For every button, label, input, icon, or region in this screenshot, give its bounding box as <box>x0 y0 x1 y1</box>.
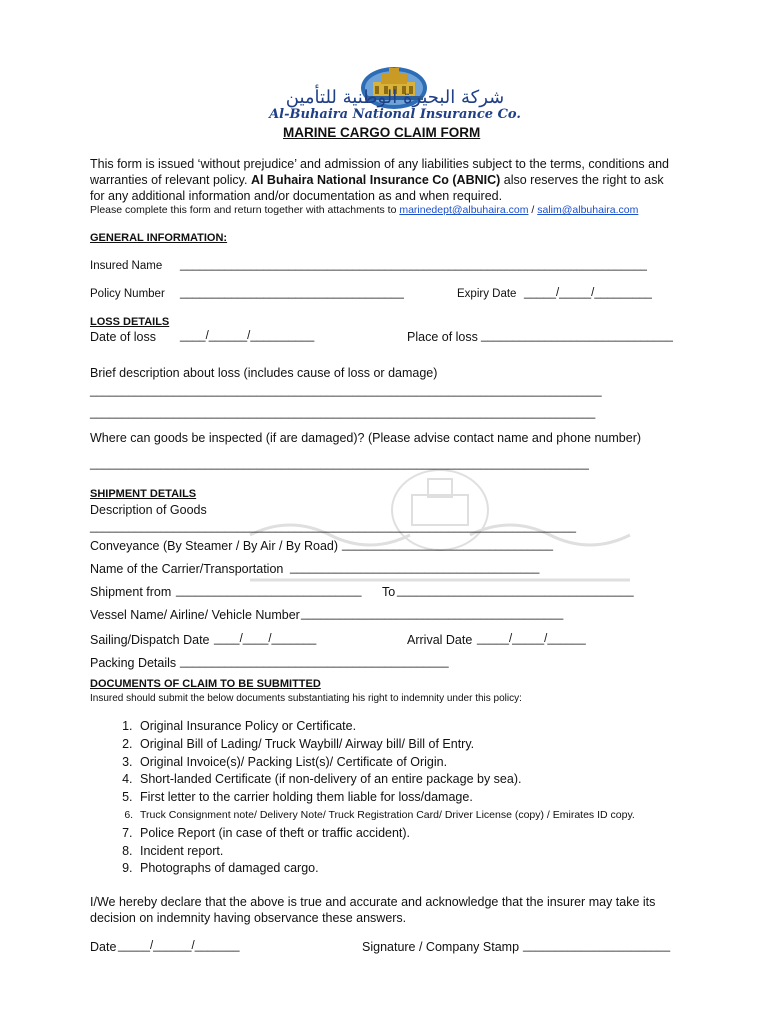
intro-line-1: This form is issued ‘without prejudice’ and admission of any liabilities subject to the terms, conditions and <box>90 157 669 171</box>
conveyance-field[interactable]: _________________________________ <box>342 539 554 551</box>
expiry-date-label: Expiry Date <box>457 288 517 300</box>
intro-line-2 <box>90 173 664 187</box>
signature-label: Signature / Company Stamp <box>362 940 520 954</box>
policy-number-label: Policy Number <box>90 288 165 300</box>
insured-name-field[interactable]: _________________________________________________________________________ <box>180 259 647 271</box>
general-information-heading: GENERAL INFORMATION: <box>90 232 228 244</box>
expiry-date-field[interactable]: _____/_____/_________ <box>524 287 652 299</box>
submission-instruction <box>90 204 638 216</box>
arrival-date-label: Arrival Date <box>407 633 473 647</box>
logo-arabic-text: شركة البحيرة الوطنية للتأمين <box>285 87 505 108</box>
carrier-name-field[interactable]: _______________________________________ <box>290 562 540 574</box>
list-item: 1. Original Insurance Policy or Certificate. <box>136 718 635 736</box>
list-item: 2. Original Bill of Lading/ Truck Waybill/ Airway bill/ Bill of Entry. <box>136 736 635 754</box>
shipment-from-label: Shipment from <box>90 585 172 599</box>
company-logo <box>235 62 555 124</box>
sailing-date-field[interactable]: ____/____/_______ <box>214 633 317 645</box>
insured-name-label: Insured Name <box>90 260 163 272</box>
date-of-loss-field[interactable]: ____/______/__________ <box>180 330 315 342</box>
date-of-loss-label: Date of loss <box>90 330 157 344</box>
place-of-loss-label: Place of loss <box>407 330 478 344</box>
logo-latin-text: Al-Buhaira National Insurance Co. <box>269 107 521 122</box>
brief-description-field-1[interactable]: ________________________________________________________________________________ <box>90 385 602 397</box>
declaration-date-field[interactable]: _____/______/_______ <box>118 940 240 952</box>
inspection-location-label: Where can goods be inspected (if are damaged)? (Please advise contact name and phone number) <box>90 431 642 445</box>
declaration-line-1: I/We hereby declare that the above is true and accurate and acknowledge that the insurer may take its <box>90 895 656 909</box>
documents-subheading: Insured should submit the below documents substantiating his right to indemnity under this policy: <box>90 693 522 704</box>
documents-list <box>90 718 635 878</box>
vessel-name-label: Vessel Name/ Airline/ Vehicle Number <box>90 608 300 622</box>
shipment-details-heading: SHIPMENT DETAILS <box>90 488 197 500</box>
signature-field[interactable]: _______________________ <box>523 940 671 952</box>
list-item: 4. Short-landed Certificate (if non-delivery of an entire package by sea). <box>136 771 635 789</box>
company-name: Al Buhaira National Insurance Co (ABNIC) <box>250 173 501 187</box>
documents-heading: DOCUMENTS OF CLAIM TO BE SUBMITTED <box>90 678 321 690</box>
shipment-from-field[interactable]: _____________________________ <box>176 585 362 597</box>
declaration-line-2: decision on indemnity having observance these answers. <box>90 911 407 925</box>
brief-description-field-2[interactable]: _______________________________________________________________________________ <box>90 407 596 419</box>
intro-line-3: for any additional information and/or documentation as and when required. <box>90 189 503 203</box>
email-separator: / <box>528 204 538 216</box>
sailing-date-label: Sailing/Dispatch Date <box>90 633 210 647</box>
arrival-date-field[interactable]: _____/_____/______ <box>477 633 586 645</box>
brief-description-label: Brief description about loss (includes cause of loss or damage) <box>90 366 438 380</box>
instruction-text: Please complete this form and return together with attachments to <box>90 204 400 216</box>
list-item: 3. Original Invoice(s)/ Packing List(s)/ Certificate of Origin. <box>136 754 635 772</box>
shipment-to-label: To <box>382 585 396 599</box>
policy-number-field[interactable]: ___________________________________ <box>180 287 404 299</box>
description-of-goods-field[interactable]: ____________________________________________________________________________ <box>90 521 577 533</box>
email-link-salim[interactable]: salim@albuhaira.com <box>537 204 639 216</box>
place-of-loss-field[interactable]: ______________________________ <box>481 330 673 342</box>
shipment-to-field[interactable]: _____________________________________ <box>397 585 634 597</box>
packing-details-field[interactable]: __________________________________________ <box>180 656 449 668</box>
description-of-goods-label: Description of Goods <box>90 503 207 517</box>
loss-details-heading: LOSS DETAILS <box>90 316 170 328</box>
vessel-name-field[interactable]: _________________________________________ <box>301 608 564 620</box>
intro-line-2-end: also reserves the right to ask <box>500 173 664 187</box>
declaration-date-label: Date <box>90 940 117 954</box>
carrier-name-label: Name of the Carrier/Transportation <box>90 562 284 576</box>
list-item: 5. First letter to the carrier holding them liable for loss/damage. <box>136 789 635 807</box>
email-link-marine[interactable]: marinedept@albuhaira.com <box>399 204 529 216</box>
intro-line-2-start: warranties of relevant policy. <box>90 173 251 187</box>
inspection-location-field[interactable]: ______________________________________________________________________________ <box>90 458 589 470</box>
form-title: MARINE CARGO CLAIM FORM <box>283 125 481 140</box>
packing-details-label: Packing Details <box>90 656 177 670</box>
list-item: 6. Truck Consignment note/ Delivery Note/ Truck Registration Card/ Driver License (copy) / Emirates ID copy. <box>136 807 635 825</box>
conveyance-label: Conveyance (By Steamer / By Air / By Road) <box>90 539 339 553</box>
list-item: 8. Incident report. <box>136 843 635 861</box>
list-item: 7. Police Report (in case of theft or traffic accident). <box>136 825 635 843</box>
list-item: 9. Photographs of damaged cargo. <box>136 860 635 878</box>
